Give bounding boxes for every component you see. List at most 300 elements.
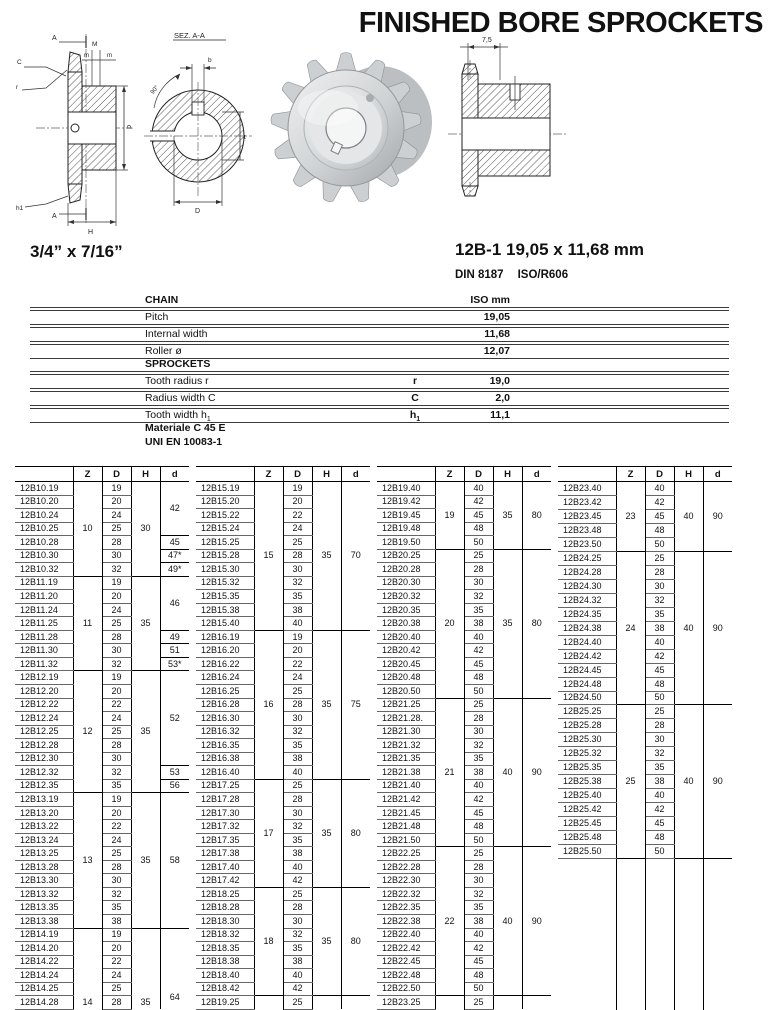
chain-size-label: 3/4” x 7/16”: [30, 242, 123, 261]
part-number-cell: 12B23.45: [558, 510, 616, 524]
bore-d-cell: 35: [102, 901, 131, 915]
bore-d-cell: 19: [102, 671, 131, 685]
part-number-cell: 12B24.42: [558, 649, 616, 663]
table-row: [15, 563, 189, 577]
hub-h-cell: 35: [312, 887, 341, 995]
bore-d-cell: 24: [102, 509, 131, 523]
bore-d-cell: 19: [102, 482, 131, 496]
part-number-cell: 12B17.32: [196, 820, 254, 834]
part-number-cell: 12B23.40: [558, 482, 616, 496]
bore-d-cell: 24: [283, 671, 312, 685]
part-number-cell: 12B22.35: [377, 901, 435, 915]
part-number-cell: 12B21.35: [377, 752, 435, 766]
label-bore-d: D: [195, 208, 201, 215]
sprocket-table-1: [15, 466, 189, 1010]
part-number-cell: 12B15.22: [196, 509, 254, 523]
label-m-screw: M: [92, 41, 98, 48]
diameter-d-cell: [703, 858, 732, 1009]
part-number-cell: 12B25.28: [558, 719, 616, 733]
hub-h-cell: 35: [131, 928, 160, 1009]
bore-d-cell: 28: [283, 901, 312, 915]
bore-d-cell: 48: [464, 969, 493, 983]
sprockets-row-radius-width: Radius width C C 2,0: [30, 391, 729, 406]
bore-d-cell: 19: [102, 576, 131, 590]
bore-d-cell: 38: [645, 621, 674, 635]
part-number-cell: 12B11.24: [15, 603, 73, 617]
bore-d-cell: 42: [283, 982, 312, 996]
part-number-cell: 12B21.25: [377, 698, 435, 712]
bore-d-cell: 30: [102, 874, 131, 888]
hub-h-cell: 40: [674, 482, 703, 552]
bore-d-cell: 30: [283, 712, 312, 726]
bore-d-cell: 30: [464, 725, 493, 739]
diameter-d-cell: 49*: [160, 563, 189, 577]
bore-d-cell: 38: [283, 603, 312, 617]
part-number-cell: 12B17.42: [196, 874, 254, 888]
bore-d-cell: 48: [464, 671, 493, 685]
part-number-cell: 12B16.25: [196, 684, 254, 698]
bore-d-cell: 30: [102, 644, 131, 658]
part-number-cell: 12B18.38: [196, 955, 254, 969]
bore-d-cell: 28: [645, 719, 674, 733]
section-aa-drawing: [140, 28, 258, 233]
bore-d-cell: 42: [464, 644, 493, 658]
bore-d-cell: 35: [645, 761, 674, 775]
column-header: [377, 467, 435, 482]
part-number-cell: 12B18.28: [196, 901, 254, 915]
sprocket-photo: [260, 18, 440, 233]
part-number-cell: 12B13.38: [15, 915, 73, 929]
part-number-cell: 12B16.30: [196, 712, 254, 726]
bore-d-cell: 20: [283, 644, 312, 658]
part-number-cell: 12B24.45: [558, 663, 616, 677]
column-header: H: [312, 467, 341, 482]
table-row: [377, 549, 551, 563]
bore-d-cell: 19: [102, 928, 131, 942]
label-a-top: A: [52, 35, 57, 42]
part-number-cell: 12B15.38: [196, 603, 254, 617]
part-number-cell: 12B22.32: [377, 887, 435, 901]
diameter-d-cell: 75: [341, 630, 370, 779]
bore-d-cell: 40: [464, 630, 493, 644]
bore-d-cell: 25: [283, 684, 312, 698]
diameter-d-cell: [341, 996, 370, 1010]
bore-d-cell: 20: [102, 590, 131, 604]
bore-d-cell: 50: [464, 833, 493, 847]
column-header: [196, 467, 254, 482]
part-number-cell: 12B20.48: [377, 671, 435, 685]
bore-d-cell: 28: [102, 536, 131, 550]
table-row: [15, 766, 189, 780]
bore-d-cell: 40: [645, 789, 674, 803]
part-number-cell: 12B19.25: [196, 996, 254, 1010]
material-line-2: UNI EN 10083-1: [145, 436, 223, 448]
diameter-d-cell: 45: [160, 536, 189, 550]
part-number-cell: 12B25.32: [558, 747, 616, 761]
part-number-cell: 12B21.32: [377, 739, 435, 753]
teeth-z-cell: [616, 858, 645, 1009]
standard-din: DIN 8187: [455, 269, 504, 281]
bore-d-cell: 30: [464, 576, 493, 590]
bore-d-cell: 24: [102, 969, 131, 983]
part-number-cell: 12B17.28: [196, 793, 254, 807]
part-number-cell: 12B20.38: [377, 617, 435, 631]
bore-d-cell: 50: [645, 691, 674, 705]
table-row: [15, 793, 189, 807]
hub-h-cell: 35: [131, 576, 160, 671]
teeth-z-cell: 11: [73, 576, 102, 671]
part-number-cell: 12B24.40: [558, 635, 616, 649]
bore-d-cell: 40: [464, 928, 493, 942]
column-header: Z: [73, 467, 102, 482]
part-number-cell: 12B25.35: [558, 761, 616, 775]
table-header-row: [377, 467, 551, 482]
side-view-drawing: [16, 26, 138, 238]
part-number-cell: 12B15.25: [196, 536, 254, 550]
part-number-cell: 12B18.40: [196, 969, 254, 983]
part-number-cell: 12B10.32: [15, 563, 73, 577]
column-header: H: [493, 467, 522, 482]
chain-header-row: [30, 294, 729, 308]
part-number-cell: 12B24.38: [558, 621, 616, 635]
bore-d-cell: 30: [645, 580, 674, 594]
bore-d-cell: 35: [102, 779, 131, 793]
part-number-cell: 12B14.20: [15, 942, 73, 956]
bore-d-cell: 25: [464, 549, 493, 563]
bore-d-cell: 19: [283, 482, 312, 496]
bore-d-cell: 32: [645, 747, 674, 761]
bore-d-cell: 45: [645, 816, 674, 830]
sprocket-table-4: [558, 466, 732, 1010]
sprocket-designation: [455, 240, 644, 281]
part-number-cell: 12B16.24: [196, 671, 254, 685]
part-number-cell: 12B20.50: [377, 684, 435, 698]
part-number-cell: 12B24.32: [558, 593, 616, 607]
table-row: [15, 576, 189, 590]
bore-d-cell: 32: [102, 766, 131, 780]
bore-d-cell: 32: [283, 928, 312, 942]
part-number-cell: 12B17.25: [196, 779, 254, 793]
part-number-cell: 12B21.30: [377, 725, 435, 739]
hub-h-cell: 40: [493, 847, 522, 996]
diameter-d-cell: 51: [160, 644, 189, 658]
diameter-d-cell: 56: [160, 779, 189, 793]
table-extension-row: [558, 858, 732, 1009]
part-number-cell: 12B11.19: [15, 576, 73, 590]
part-number-cell: 12B12.24: [15, 712, 73, 726]
bore-d-cell: 42: [645, 496, 674, 510]
diameter-d-cell: 90: [522, 698, 551, 847]
part-number-cell: 12B11.25: [15, 617, 73, 631]
part-number-cell: 12B25.38: [558, 775, 616, 789]
part-number-cell: 12B14.19: [15, 928, 73, 942]
table-row: [15, 644, 189, 658]
bore-d-cell: 48: [464, 522, 493, 536]
part-number-cell: 12B19.42: [377, 495, 435, 509]
diameter-d-cell: 58: [160, 793, 189, 928]
bore-d-cell: 35: [645, 607, 674, 621]
teeth-z-cell: [435, 996, 464, 1010]
bore-d-cell: 32: [283, 576, 312, 590]
part-number-cell: 12B18.35: [196, 942, 254, 956]
bore-d-cell: 30: [102, 752, 131, 766]
sprockets-header-label: SPROCKETS: [145, 358, 211, 370]
part-number-cell: 12B15.24: [196, 522, 254, 536]
part-number-cell: 12B11.28: [15, 630, 73, 644]
part-number-cell: 12B12.28: [15, 739, 73, 753]
diameter-d-cell: 80: [522, 482, 551, 550]
part-number-cell: 12B15.35: [196, 590, 254, 604]
diameter-d-cell: 64: [160, 928, 189, 1009]
bore-d-cell: 30: [283, 563, 312, 577]
bore-d-cell: 32: [464, 590, 493, 604]
bore-d-cell: 25: [283, 779, 312, 793]
part-number-cell: 12B16.28: [196, 698, 254, 712]
column-header: H: [674, 467, 703, 482]
teeth-z-cell: 22: [435, 847, 464, 996]
part-number-cell: 12B12.25: [15, 725, 73, 739]
part-number-cell: 12B12.30: [15, 752, 73, 766]
part-number-cell: 12B20.25: [377, 549, 435, 563]
bore-d-cell: 28: [102, 860, 131, 874]
page-title: FINISHED BORE SPROCKETS: [358, 7, 763, 39]
bore-d-cell: 40: [645, 635, 674, 649]
bore-d-cell: 25: [283, 536, 312, 550]
bore-d-cell: 28: [464, 563, 493, 577]
part-number-cell: 12B14.24: [15, 969, 73, 983]
label-m2: m: [107, 53, 112, 59]
chain-header-label: CHAIN: [145, 294, 179, 306]
part-number-cell: 12B15.19: [196, 482, 254, 496]
column-header: d: [522, 467, 551, 482]
bore-d-cell: 40: [645, 482, 674, 496]
bore-d-cell: 48: [464, 820, 493, 834]
bore-d-cell: [645, 858, 674, 1009]
label-r: r: [16, 84, 19, 91]
bore-d-cell: 30: [102, 549, 131, 563]
table-row: [558, 482, 732, 496]
part-number-cell: 12B11.20: [15, 590, 73, 604]
part-number-cell: 12B23.48: [558, 524, 616, 538]
hub-h-cell: 40: [493, 698, 522, 847]
column-header: [558, 467, 616, 482]
table-row: [15, 482, 189, 496]
part-number-cell: 12B12.32: [15, 766, 73, 780]
sprockets-header-row: [30, 358, 729, 372]
part-number-cell: 12B21.40: [377, 779, 435, 793]
table-row: [196, 482, 370, 496]
material-note: [145, 421, 226, 449]
bore-d-cell: 30: [283, 915, 312, 929]
part-number-cell: [558, 858, 616, 1009]
bore-d-cell: 35: [464, 752, 493, 766]
bore-d-cell: 40: [283, 969, 312, 983]
hub-h-cell: [674, 858, 703, 1009]
label-d-dim: d: [125, 125, 132, 129]
column-header: d: [703, 467, 732, 482]
part-number-cell: 12B13.20: [15, 806, 73, 820]
bore-d-cell: 25: [464, 847, 493, 861]
bore-d-cell: 28: [283, 793, 312, 807]
part-number-cell: 12B16.35: [196, 739, 254, 753]
bore-d-cell: 24: [283, 522, 312, 536]
part-number-cell: 12B16.38: [196, 752, 254, 766]
hub-h-cell: 40: [674, 705, 703, 858]
column-header: Z: [616, 467, 645, 482]
part-number-cell: 12B13.30: [15, 874, 73, 888]
part-number-cell: 12B24.48: [558, 677, 616, 691]
part-number-cell: 12B24.50: [558, 691, 616, 705]
part-number-cell: 12B12.22: [15, 698, 73, 712]
bore-d-cell: 30: [645, 733, 674, 747]
bore-d-cell: 25: [102, 982, 131, 996]
part-number-cell: 12B19.48: [377, 522, 435, 536]
bore-d-cell: 30: [283, 806, 312, 820]
diameter-d-cell: 80: [522, 549, 551, 698]
bore-d-cell: 25: [645, 705, 674, 719]
part-number-cell: 12B24.35: [558, 607, 616, 621]
hub-section-drawing: [444, 34, 572, 198]
column-header: D: [102, 467, 131, 482]
bore-d-cell: 32: [102, 563, 131, 577]
part-number-cell: 12B24.30: [558, 580, 616, 594]
sprockets-row-tooth-width: Tooth width $h_1$ $h_1$ 11,1: [30, 408, 729, 423]
bore-d-cell: 20: [102, 806, 131, 820]
bore-d-cell: 42: [464, 495, 493, 509]
hub-h-cell: 30: [131, 482, 160, 577]
bore-d-cell: 28: [645, 566, 674, 580]
bore-d-cell: 25: [102, 522, 131, 536]
table-row: [377, 996, 551, 1010]
bore-d-cell: 22: [102, 820, 131, 834]
column-header: D: [283, 467, 312, 482]
part-number-cell: 12B14.28: [15, 996, 73, 1010]
bore-d-cell: 32: [464, 739, 493, 753]
bore-d-cell: 28: [102, 739, 131, 753]
bore-d-cell: 50: [464, 536, 493, 550]
bore-d-cell: 28: [283, 549, 312, 563]
bore-d-cell: 30: [464, 874, 493, 888]
teeth-z-cell: [254, 996, 283, 1010]
bore-d-cell: 25: [283, 887, 312, 901]
chain-row-internal-width: Internal width 11,68: [30, 327, 729, 342]
part-number-cell: 12B22.45: [377, 955, 435, 969]
bore-d-cell: 40: [283, 617, 312, 631]
column-header: d: [341, 467, 370, 482]
material-line-1: Materiale C 45 E: [145, 422, 226, 434]
part-number-cell: 12B11.30: [15, 644, 73, 658]
label-h1: h1: [16, 205, 24, 212]
part-number-cell: 12B20.40: [377, 630, 435, 644]
bore-d-cell: 20: [102, 942, 131, 956]
bore-d-cell: 24: [102, 603, 131, 617]
label-c: C: [17, 59, 22, 66]
diameter-d-cell: 90: [703, 482, 732, 552]
part-number-cell: 12B15.40: [196, 617, 254, 631]
part-number-cell: 12B22.42: [377, 942, 435, 956]
chain-row-roller: Roller ø 12,07: [30, 344, 729, 359]
teeth-z-cell: 16: [254, 630, 283, 779]
bore-d-cell: 32: [645, 593, 674, 607]
part-number-cell: 12B22.38: [377, 915, 435, 929]
table-row: [15, 779, 189, 793]
part-number-cell: 12B18.32: [196, 928, 254, 942]
teeth-z-cell: 13: [73, 793, 102, 928]
bore-d-cell: 24: [102, 833, 131, 847]
diameter-d-cell: 90: [522, 847, 551, 996]
bore-d-cell: 25: [102, 617, 131, 631]
part-number-cell: 12B22.40: [377, 928, 435, 942]
part-number-cell: 12B23.42: [558, 496, 616, 510]
part-number-cell: 12B13.19: [15, 793, 73, 807]
diameter-d-cell: 47*: [160, 549, 189, 563]
bore-d-cell: 38: [283, 955, 312, 969]
bore-d-cell: 38: [464, 766, 493, 780]
part-number-cell: 12B16.22: [196, 657, 254, 671]
table-row: [196, 996, 370, 1010]
bore-d-cell: 45: [464, 509, 493, 523]
bore-d-cell: 28: [464, 860, 493, 874]
bore-d-cell: 38: [283, 752, 312, 766]
table-row: [15, 657, 189, 671]
bore-d-cell: 25: [464, 996, 493, 1010]
bore-d-cell: 19: [283, 630, 312, 644]
part-number-cell: 12B10.24: [15, 509, 73, 523]
label-a-bottom: A: [52, 213, 57, 220]
bore-d-cell: 35: [283, 942, 312, 956]
bore-d-cell: 45: [464, 806, 493, 820]
part-number-cell: 12B22.50: [377, 982, 435, 996]
bore-d-cell: 42: [464, 942, 493, 956]
hub-h-cell: 35: [312, 482, 341, 631]
bore-d-cell: 19: [102, 793, 131, 807]
part-number-cell: 12B21.38: [377, 766, 435, 780]
teeth-z-cell: 24: [616, 552, 645, 705]
part-number-cell: 12B15.28: [196, 549, 254, 563]
label-t: t: [244, 134, 246, 141]
bore-d-cell: 48: [645, 677, 674, 691]
bore-d-cell: 25: [464, 698, 493, 712]
part-number-cell: 12B17.38: [196, 847, 254, 861]
label-m1: m: [84, 53, 89, 59]
part-number-cell: 12B15.20: [196, 495, 254, 509]
diameter-d-cell: 80: [341, 887, 370, 995]
column-header: d: [160, 467, 189, 482]
diameter-d-cell: 52: [160, 671, 189, 766]
column-header: D: [464, 467, 493, 482]
part-number-cell: 12B20.32: [377, 590, 435, 604]
part-number-cell: 12B22.28: [377, 860, 435, 874]
part-number-cell: 12B21.28.: [377, 712, 435, 726]
part-number-cell: 12B23.25: [377, 996, 435, 1010]
part-number-cell: 12B12.20: [15, 684, 73, 698]
diameter-d-cell: 42: [160, 482, 189, 536]
teeth-z-cell: 23: [616, 482, 645, 552]
bore-d-cell: 50: [645, 844, 674, 858]
part-number-cell: 12B19.45: [377, 509, 435, 523]
part-number-cell: 12B21.42: [377, 793, 435, 807]
part-number-cell: 12B17.35: [196, 833, 254, 847]
table-row: [196, 887, 370, 901]
part-number-cell: 12B23.50: [558, 538, 616, 552]
part-number-cell: 12B25.30: [558, 733, 616, 747]
bore-d-cell: 50: [464, 982, 493, 996]
part-number-cell: 12B17.30: [196, 806, 254, 820]
bore-d-cell: 38: [464, 617, 493, 631]
part-number-cell: 12B13.24: [15, 833, 73, 847]
part-number-cell: 12B25.40: [558, 789, 616, 803]
part-number-cell: 12B16.40: [196, 766, 254, 780]
